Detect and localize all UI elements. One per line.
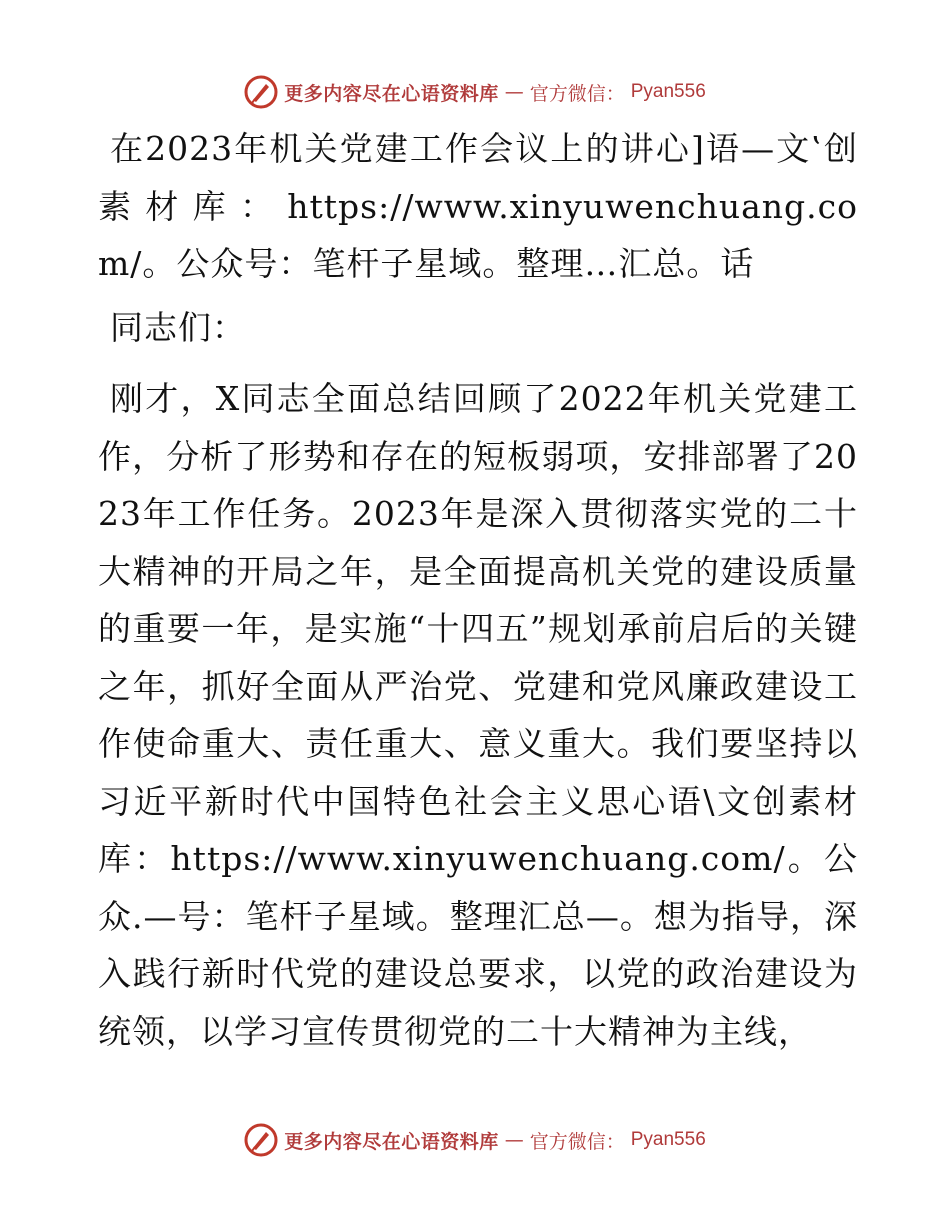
document-body	[98, 120, 858, 1060]
paragraph: 刚才，X同志全面总结回顾了2022年机关党建工作，分析了形势和存在的短板弱项，安排部署了2023年工作任务。2023年是深入贯彻落实党的二十大精神的开局之年，是全面提高机关党的建设质量的重要一年，是实施“十四五”规划承前启后的关键之年，抓好全面从严治党、党建和党风廉政建设工作使命重大、责任重大、意义重大。我们要坚持以习近平新时代中国特色社会主义思心语\文创素材库：https://www.xinyuwenchuang.com/。公众.—号：笔杆子星域。整理汇总—。想为指导，深入践行新时代党的建设总要求，以党的政治建设为统领，以学习宣传贯彻党的二十大精神为主线，	[98, 379, 858, 1051]
watermark-text: 更多内容尽在心语资料库	[284, 82, 499, 105]
quill-logo-icon	[244, 1123, 278, 1157]
watermark-separator: —	[504, 1129, 524, 1151]
header-watermark	[0, 72, 950, 112]
salutation: 同志们：	[110, 307, 246, 347]
footer-watermark	[0, 1120, 950, 1160]
watermark-wechat-label: 官方微信：	[529, 1130, 625, 1153]
watermark-text: 更多内容尽在心语资料库	[284, 1130, 499, 1153]
watermark-separator: —	[504, 81, 524, 103]
watermark-wechat-id: Pyan556	[630, 1129, 706, 1150]
watermark-wechat-id: Pyan556	[630, 81, 706, 102]
document-title: 在2023年机关党建工作会议上的讲心]语—文‛创素材库：https://www.xinyuwenchuang.com/。公众号：笔杆子星域。整理…汇总。话	[98, 129, 858, 283]
quill-logo-icon	[244, 75, 278, 109]
watermark-wechat-label: 官方微信：	[529, 82, 625, 105]
